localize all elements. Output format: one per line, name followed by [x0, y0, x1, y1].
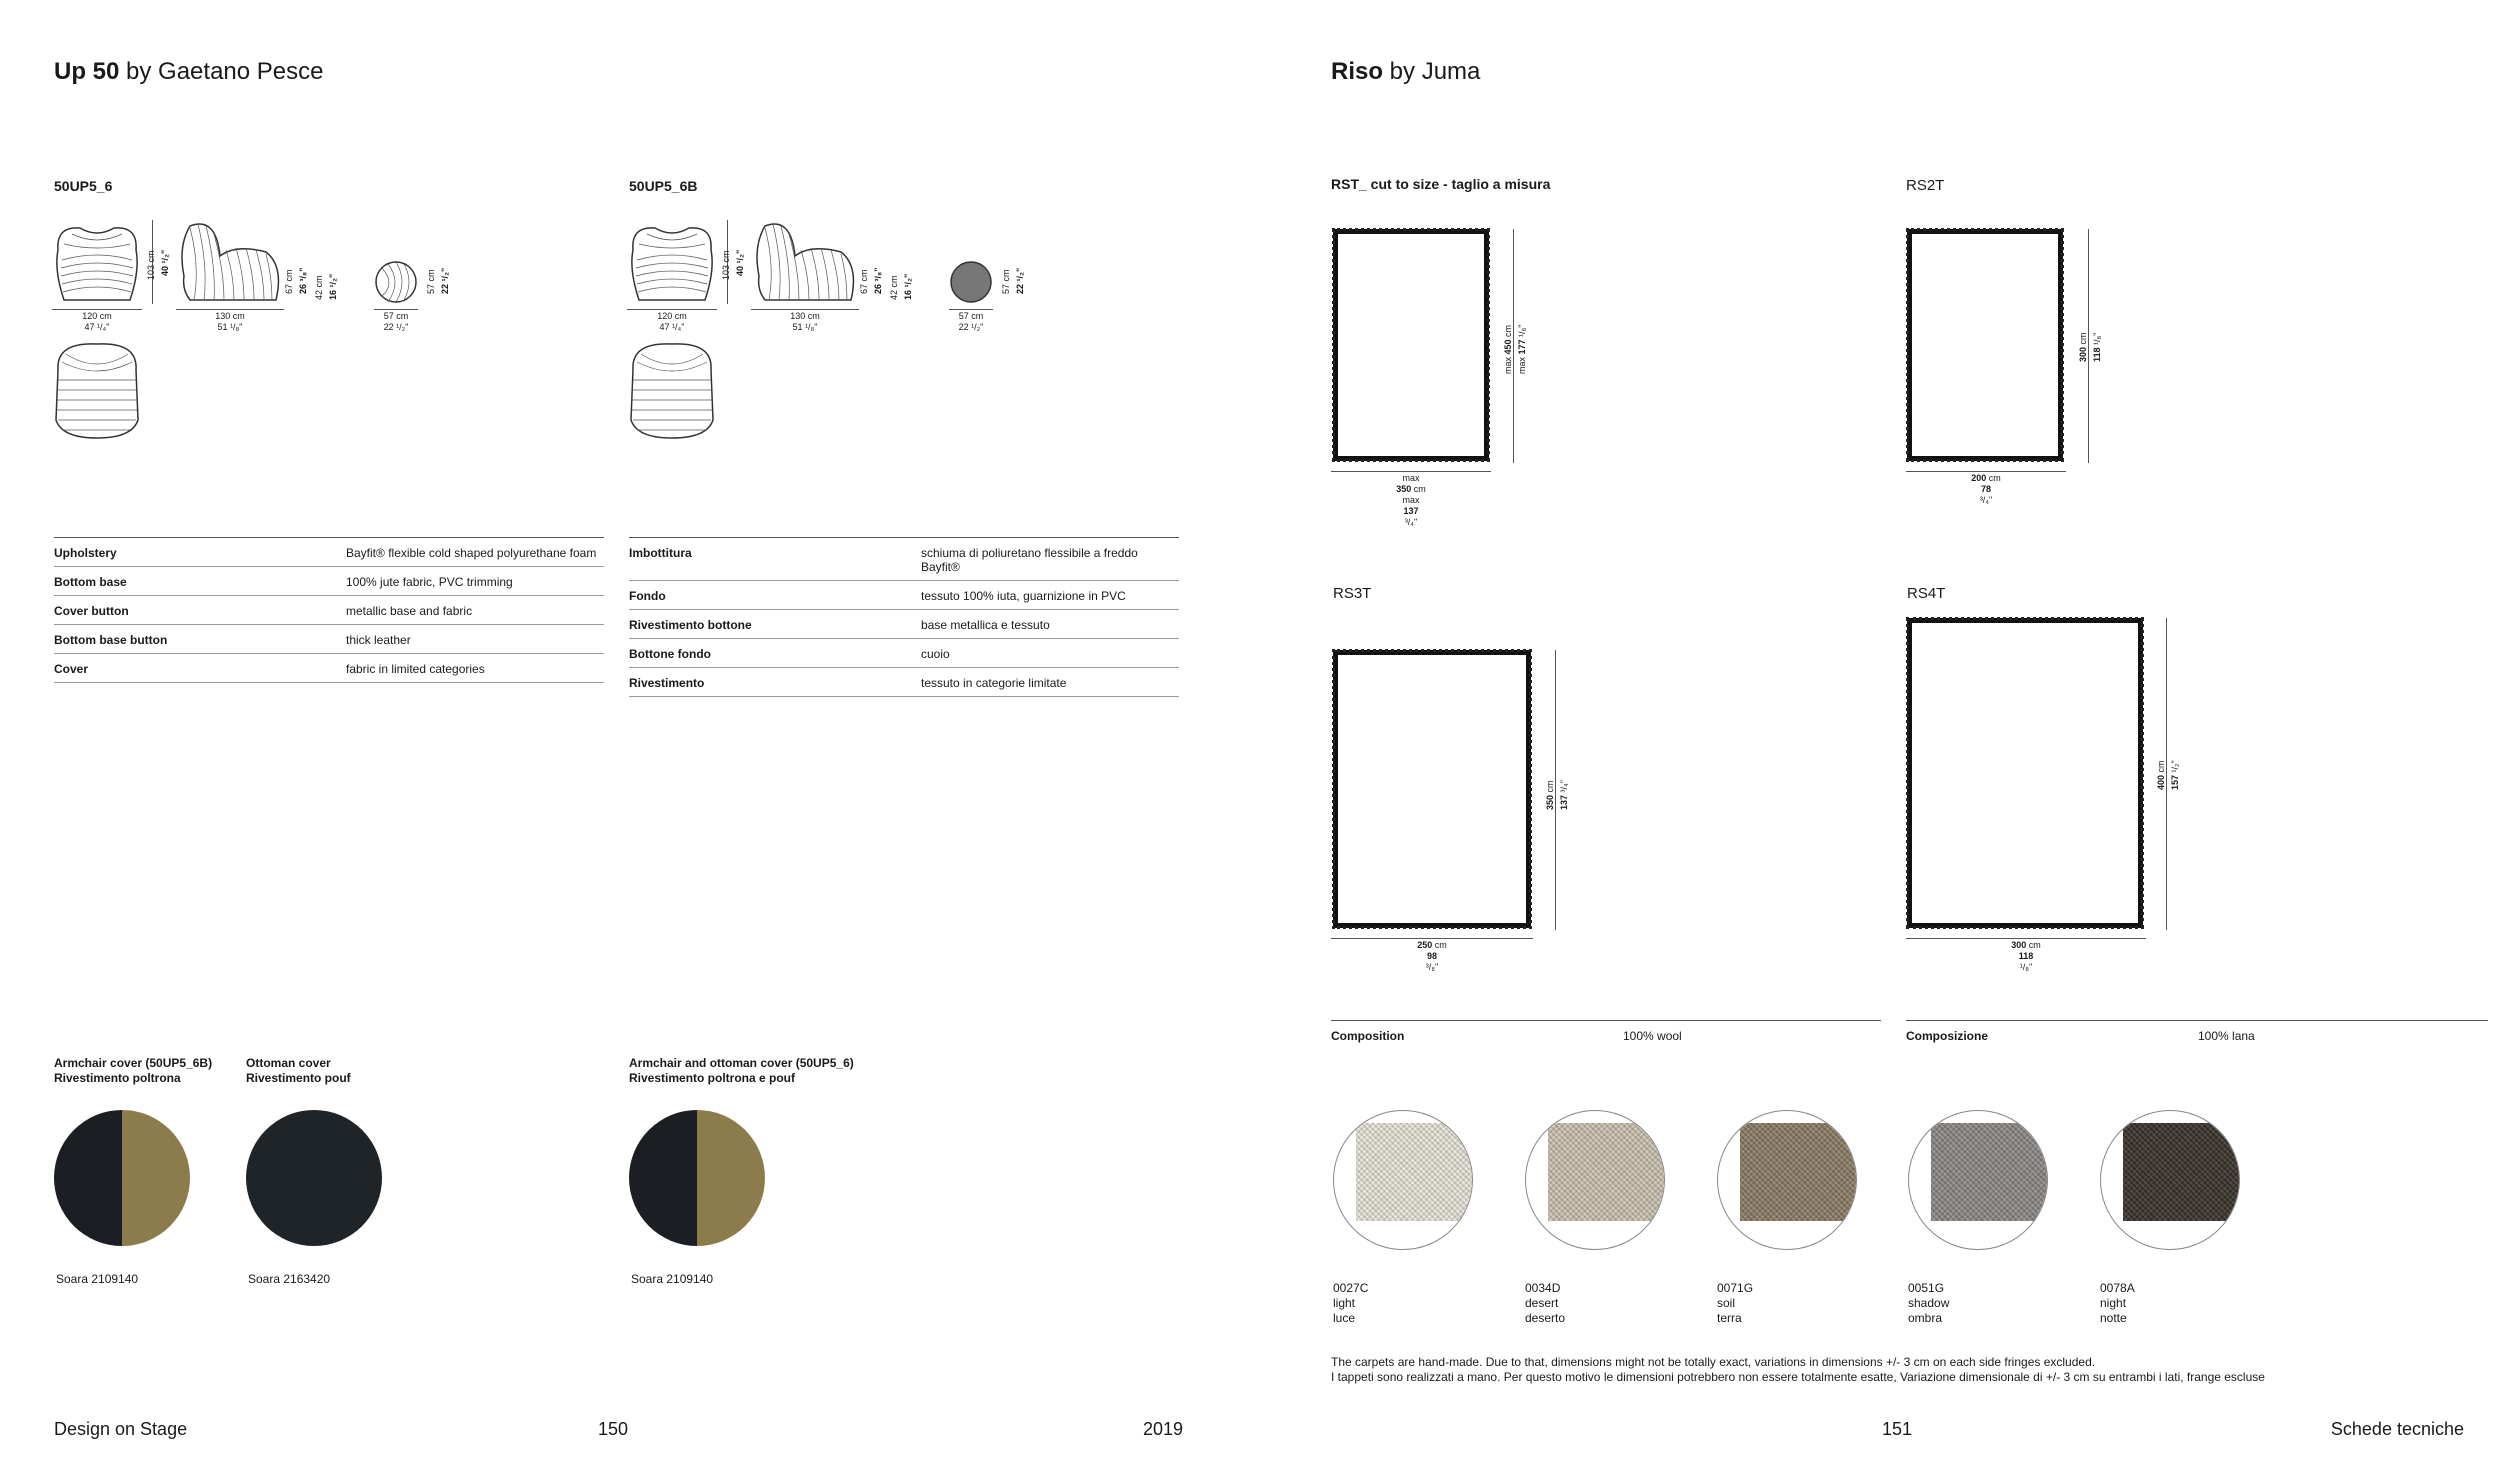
- table-row: Imbottitura schiuma di poliuretano flessibile a freddo Bayfit®: [629, 538, 1179, 581]
- dim-side-h2-in: 16 ¹/₂": [328, 273, 338, 300]
- dim-rs3t-height: 350 cm: [1545, 780, 1555, 810]
- dim-side-h1: 67 cm: [284, 269, 294, 294]
- page-number: 150: [598, 1419, 629, 1439]
- carpet-code: RST_ cut to size - taglio a misura: [1331, 176, 1551, 192]
- swatch-title: Armchair and ottoman cover (50UP5_6) Rivestimento poltrona e pouf: [629, 1056, 854, 1085]
- armchair-front-drawing: [627, 220, 717, 306]
- page-number: 151: [1882, 1419, 1913, 1439]
- dim-pouf-height-in: 22 ¹/₂": [1015, 267, 1025, 294]
- left-title-bold: Up 50: [54, 58, 120, 85]
- wool-texture: [1356, 1123, 1473, 1221]
- table-row: Composizione 100% lana: [1906, 1021, 2488, 1050]
- dim-armchair-height: 103 cm: [721, 250, 731, 280]
- product-code: 50UP5_6B: [629, 178, 698, 194]
- swatch-label: Soara 2163420: [248, 1272, 331, 1286]
- footer-title: Design on Stage: [54, 1419, 188, 1439]
- dim-rs2t-height: 300 cm: [2078, 332, 2088, 362]
- dim-rst-height-in: max 177 ¹/₈": [1517, 324, 1527, 374]
- list-item: 0078A night notte: [2100, 1281, 2135, 1325]
- dim-side-h2-in: 16 ¹/₂": [903, 273, 913, 300]
- dim-armchair-width: 120 cm 47 ¹/₄": [82, 311, 112, 332]
- dim-pouf-height: 57 cm: [1001, 269, 1011, 294]
- dim-armchair-height-in: 40 ¹/₂": [160, 249, 170, 276]
- carpet-drawing-rst: [1333, 229, 1489, 461]
- dim-armchair-height: 103 cm: [146, 250, 156, 280]
- armchair-side-drawing: [176, 216, 286, 306]
- pouf-drawing: [374, 260, 418, 304]
- list-item: 0034D desert deserto: [1525, 1281, 1566, 1325]
- carpet-drawing-rs4t: [1907, 618, 2143, 928]
- list-item: 0051G shadow ombra: [1908, 1281, 1950, 1325]
- dim-side-h1-in: 26 ³/₈": [298, 267, 308, 294]
- dim-rs4t-width: 300 cm 118 ¹/₈": [2011, 940, 2041, 972]
- table-row: Rivestimento tessuto in categorie limitate: [629, 668, 1179, 697]
- armchair-front-drawing: [52, 220, 142, 306]
- fabric-swatch-split: [54, 1110, 190, 1246]
- swatch-label: Soara 2109140: [56, 1272, 139, 1286]
- dim-rs4t-height: 400 cm: [2156, 760, 2166, 790]
- footer-section: Schede tecniche: [2330, 1419, 2464, 1439]
- handmade-note: [1331, 1355, 2471, 1385]
- footer-year: 2019: [1143, 1419, 1184, 1439]
- dim-rs2t-width: 200 cm 78 ³/₄": [1971, 473, 2001, 505]
- product-code: 50UP5_6: [54, 178, 113, 194]
- wool-texture: [2123, 1123, 2240, 1221]
- carpet-code: RS2T: [1906, 177, 1945, 194]
- dim-side-depth: 130 cm 51 ¹/₈": [215, 311, 245, 332]
- list-item: 0027C light luce: [1333, 1281, 1369, 1325]
- dim-armchair-width: 120 cm 47 ¹/₄": [657, 311, 687, 332]
- right-title-bold: Riso: [1331, 58, 1384, 85]
- drawings-group: [575, 0, 1175, 460]
- dim-side-h2: 42 cm: [314, 275, 324, 300]
- dim-side-h2: 42 cm: [889, 275, 899, 300]
- wool-swatch-0071G: [1717, 1110, 1857, 1250]
- wool-texture: [1931, 1123, 2048, 1221]
- carpet-code: RS4T: [1907, 585, 1946, 602]
- spec-table-it: [629, 537, 1179, 697]
- right-page-title: [1331, 58, 1480, 86]
- wool-texture: [1548, 1123, 1665, 1221]
- swatch-title: Armchair cover (50UP5_6B) Rivestimento poltrona: [54, 1056, 213, 1085]
- spec-table-en: [54, 537, 604, 683]
- dim-rst-height: max 450 cm: [1503, 324, 1513, 374]
- dim-rs3t-width: 250 cm 98 ³/₈": [1417, 940, 1447, 972]
- dim-side-depth: 130 cm 51 ¹/₈": [790, 311, 820, 332]
- composition-table-it: [1906, 1020, 2488, 1049]
- table-row: Bottom base 100% jute fabric, PVC trimming: [54, 567, 604, 596]
- dim-rs2t-height-in: 118 ¹/₈": [2092, 332, 2102, 362]
- fabric-swatch-dark: [246, 1110, 382, 1246]
- dim-pouf-width: 57 cm 22 ¹/₂": [958, 311, 984, 332]
- dim-side-h1: 67 cm: [859, 269, 869, 294]
- carpet-code: RS3T: [1333, 585, 1372, 602]
- table-row: Fondo tessuto 100% iuta, guarnizione in PVC: [629, 581, 1179, 610]
- left-title-rest: by Gaetano Pesce: [119, 58, 324, 85]
- dim-armchair-height-in: 40 ¹/₂": [735, 249, 745, 276]
- dim-pouf-height: 57 cm: [426, 269, 436, 294]
- carpet-drawing-rs3t: [1333, 650, 1531, 928]
- table-row: Cover button metallic base and fabric: [54, 596, 604, 625]
- table-row: Bottone fondo cuoio: [629, 639, 1179, 668]
- pouf-solid-drawing: [949, 260, 993, 304]
- table-row: Composition 100% wool: [1331, 1021, 1881, 1050]
- table-row: Rivestimento bottone base metallica e tessuto: [629, 610, 1179, 639]
- table-row: Cover fabric in limited categories: [54, 654, 604, 683]
- note-it: I tappeti sono realizzati a mano. Per questo motivo le dimensioni potrebbero non essere totalmente esatte, Variazione dimensionale di +/- 3 cm su entrambi i lati, frange escluse: [1331, 1370, 2265, 1384]
- wool-swatch-0034D: [1525, 1110, 1665, 1250]
- note-en: The carpets are hand-made. Due to that, dimensions might not be totally exact, variations in dimensions +/- 3 cm on each side fringes excluded.: [1331, 1355, 2096, 1369]
- armchair-side-drawing: [751, 216, 861, 306]
- wool-swatch-0051G: [1908, 1110, 2048, 1250]
- dim-pouf-height-in: 22 ¹/₂": [440, 267, 450, 294]
- table-row: Bottom base button thick leather: [54, 625, 604, 654]
- swatch-title: Ottoman cover Rivestimento pouf: [246, 1056, 351, 1085]
- right-title-rest: by Juma: [1383, 58, 1481, 85]
- dim-rs3t-height-in: 137 ³/₄": [1559, 780, 1569, 810]
- dim-rst-width: max 350 cm max 137 ³/₄": [1396, 473, 1426, 527]
- list-item: 0071G soil terra: [1717, 1281, 1754, 1325]
- drawings-group: [0, 0, 600, 460]
- table-row: Upholstery Bayfit® flexible cold shaped polyurethane foam: [54, 538, 604, 567]
- dim-side-h1-in: 26 ³/₈": [873, 267, 883, 294]
- wool-swatch-0078A: [2100, 1110, 2240, 1250]
- fabric-swatch-split: [629, 1110, 765, 1246]
- wool-swatch-0027C: [1333, 1110, 1473, 1250]
- dim-rs4t-height-in: 157 ¹/₂": [2170, 760, 2180, 790]
- carpet-drawing-rs2t: [1907, 229, 2063, 461]
- wool-texture: [1740, 1123, 1857, 1221]
- dim-pouf-width: 57 cm 22 ¹/₂": [383, 311, 409, 332]
- composition-table-en: [1331, 1020, 1881, 1049]
- swatch-label: Soara 2109140: [631, 1272, 714, 1286]
- armchair-top-drawing: [52, 340, 142, 440]
- armchair-top-drawing: [627, 340, 717, 440]
